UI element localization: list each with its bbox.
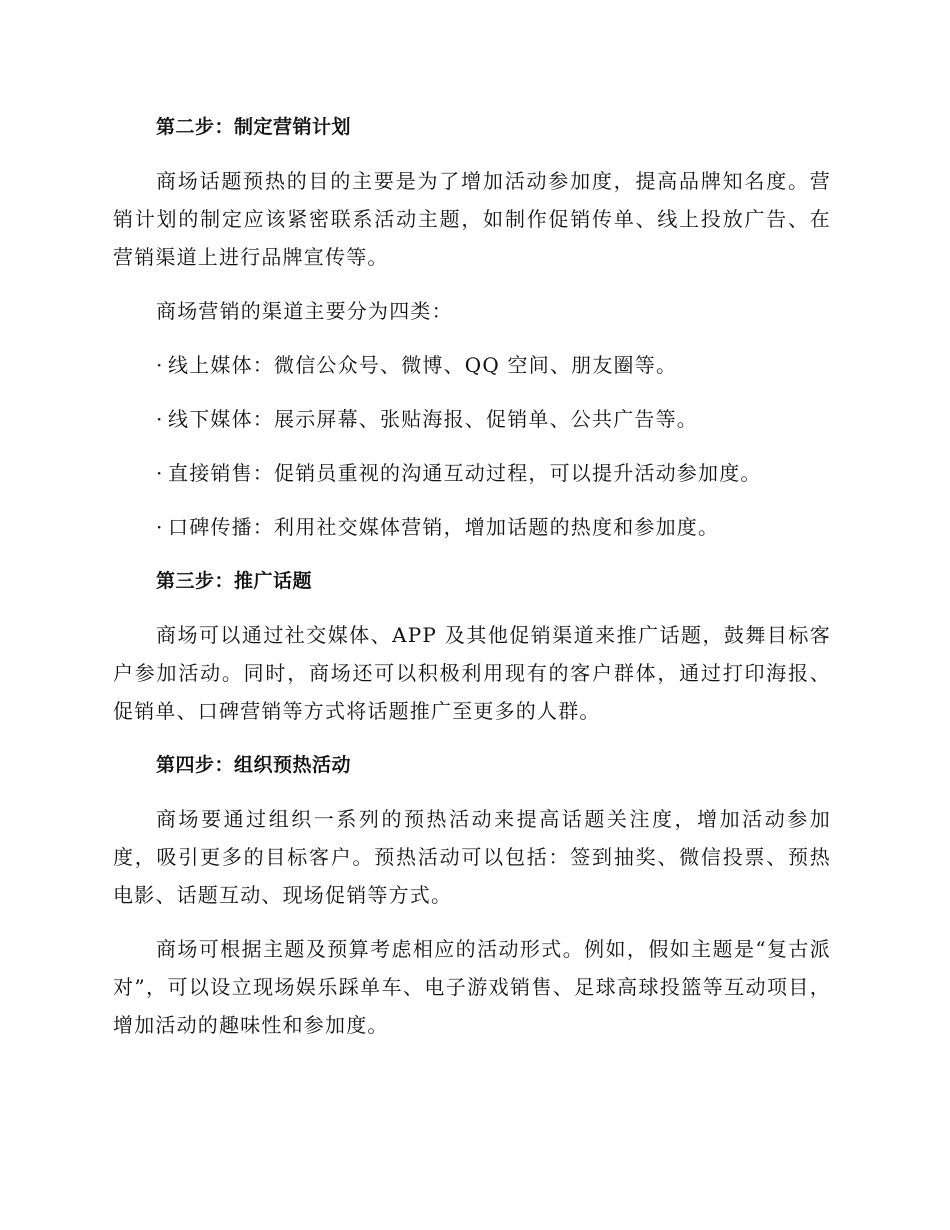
bullet-item-word-of-mouth [113, 508, 831, 546]
bullet-item-offline-media [113, 400, 831, 438]
paragraph-marketing-plan: 商场话题预热的目的主要是为了增加活动参加度，提高品牌知名度。营销计划的制定应该紧密联系活动主题，如制作促销传单、线上投放广告、在营销渠道上进行品牌宣传等。 [113, 169, 831, 269]
bullet-dot: · [156, 515, 164, 539]
paragraph-activity-forms: 商场可根据主题及预算考虑相应的活动形式。例如，假如主题是“复古派对”，可以设立现场娱乐踩单车、电子游戏销售、足球高球投篮等互动项目，增加活动的趣味性和参加度。 [113, 937, 831, 1037]
paragraph-promote-topic: 商场可以通过社交媒体、APP 及其他促销渠道来推广话题，鼓舞目标客户参加活动。同时，商场还可以积极利用现有的客户群体，通过打印海报、促销单、口碑营销等方式将话题推广至更多的人群。 [113, 623, 831, 723]
section-heading-step2: 第二步：制定营销计划 [156, 116, 352, 138]
bullet-item-direct-sales [113, 454, 831, 492]
paragraph-channels-intro: 商场营销的渠道主要分为四类： [156, 299, 453, 323]
bullet-text: 线下媒体：展示屏幕、张贴海报、促销单、公共广告等。 [168, 407, 698, 431]
document-body [113, 108, 831, 1060]
bullet-item-online-media [113, 346, 831, 384]
section-heading-step4: 第四步：组织预热活动 [156, 754, 352, 776]
section-heading-step3: 第三步：推广话题 [156, 570, 313, 592]
bullet-dot: · [156, 461, 164, 485]
bullet-text: 口碑传播：利用社交媒体营销，增加话题的热度和参加度。 [168, 515, 720, 539]
bullet-text: 线上媒体：微信公众号、微博、QQ 空间、朋友圈等。 [168, 353, 678, 377]
bullet-dot: · [156, 353, 164, 377]
bullet-text: 直接销售：促销员重视的沟通互动过程，可以提升活动参加度。 [168, 461, 762, 485]
paragraph-warmup-activities: 商场要通过组织一系列的预热活动来提高话题关注度，增加活动参加度，吸引更多的目标客户。预热活动可以包括：签到抽奖、微信投票、预热电影、话题互动、现场促销等方式。 [113, 807, 831, 907]
bullet-dot: · [156, 407, 164, 431]
